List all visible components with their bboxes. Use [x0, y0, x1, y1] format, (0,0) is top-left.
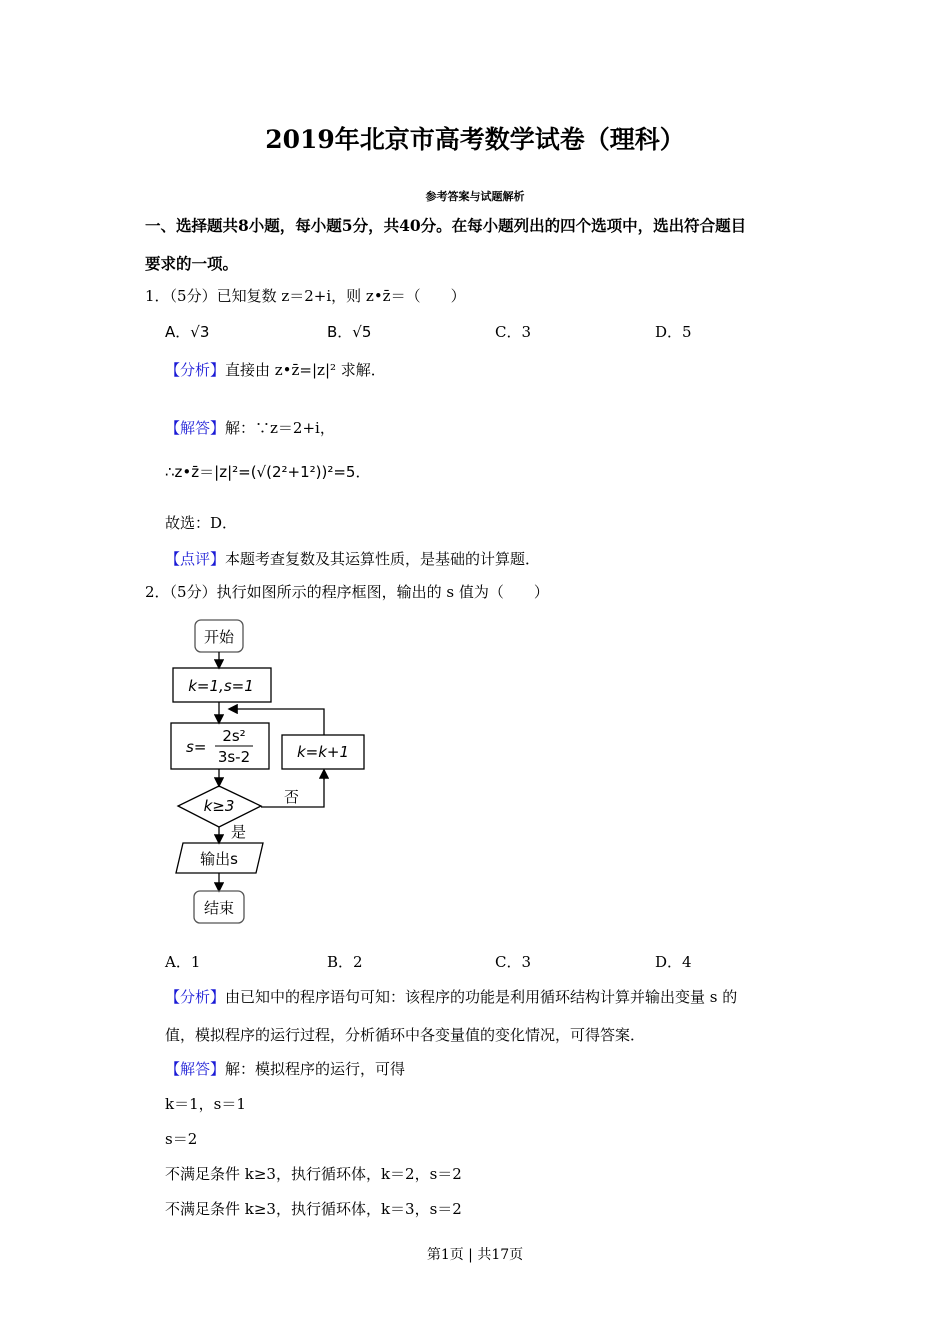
q2-option-d: D．4	[655, 953, 692, 971]
flowchart	[160, 610, 380, 930]
q2-option-b: B．2	[327, 953, 363, 971]
q2-answer	[165, 1059, 405, 1079]
document-title: 2019年北京市高考数学试卷（理科）	[265, 125, 685, 154]
answer-text: 解：∵z＝2+i，	[225, 419, 335, 437]
q1-analysis	[165, 360, 386, 380]
end-label: 结束	[203, 899, 235, 917]
output-label: 输出s	[200, 850, 238, 868]
yes-label: 是	[231, 823, 247, 841]
q1-stem: 1．（5分）已知复数 z＝2+i，则 z•z̄＝（ ）	[145, 287, 466, 305]
answer-tag: 【解答】	[165, 419, 226, 437]
q1-option-a: A．√3	[165, 323, 210, 341]
start-label: 开始	[203, 628, 235, 646]
document-subtitle: 参考答案与试题解析	[425, 190, 525, 203]
analysis-tag: 【分析】	[165, 988, 226, 1006]
q2-option-a: A．1	[165, 953, 201, 971]
comment-tag: 【点评】	[165, 550, 226, 568]
analysis-text: 直接由 z•z̄=|z|² 求解．	[225, 361, 386, 379]
q1-option-b: B．√5	[327, 323, 372, 341]
q1-option-c: C．3	[495, 323, 532, 341]
q1-option-d: D．5	[655, 323, 692, 341]
q2-analysis	[165, 987, 737, 1007]
condition-label: k≥3	[203, 797, 235, 815]
comment-text: 本题考查复数及其运算性质，是基础的计算题．	[225, 550, 541, 568]
q2-stem: 2．（5分）执行如图所示的程序框图，输出的 s 值为（ ）	[145, 583, 549, 601]
q2-option-c: C．3	[495, 953, 532, 971]
q2-step: 不满足条件 k≥3，执行循环体，k＝3，s＝2	[165, 1200, 462, 1218]
q2-step: k＝1，s＝1	[165, 1095, 246, 1113]
page-footer: 第1页 | 共17页	[426, 1247, 524, 1263]
assign-lhs: s=	[186, 738, 207, 756]
assign-numerator: 2s²	[222, 727, 246, 745]
q1-answer	[165, 418, 335, 438]
q1-comment	[165, 549, 540, 569]
q1-derivation: ∴z•z̄＝|z|²=(√(2²+1²))²=5．	[165, 463, 371, 481]
no-label: 否	[284, 788, 300, 806]
q2-step: 不满足条件 k≥3，执行循环体，k＝2，s＝2	[165, 1165, 462, 1183]
increment-label: k=k+1	[296, 743, 350, 761]
q2-step: s＝2	[165, 1130, 198, 1148]
q1-choice: 故选：D．	[165, 514, 238, 532]
section-heading-line2: 要求的一项。	[145, 254, 239, 273]
init-label: k=1,s=1	[188, 677, 254, 695]
answer-text: 解：模拟程序的运行，可得	[225, 1060, 406, 1078]
q2-analysis-cont: 值，模拟程序的运行过程，分析循环中各变量值的变化情况，可得答案．	[165, 1026, 646, 1044]
section-heading-line1: 一、选择题共8小题，每小题5分，共40分。在每小题列出的四个选项中，选出符合题目	[145, 216, 747, 235]
answer-tag: 【解答】	[165, 1060, 226, 1078]
analysis-tag: 【分析】	[165, 361, 226, 379]
assign-denominator: 3s-2	[217, 748, 251, 766]
analysis-text: 由已知中的程序语句可知：该程序的功能是利用循环结构计算并输出变量 s 的	[225, 988, 738, 1006]
